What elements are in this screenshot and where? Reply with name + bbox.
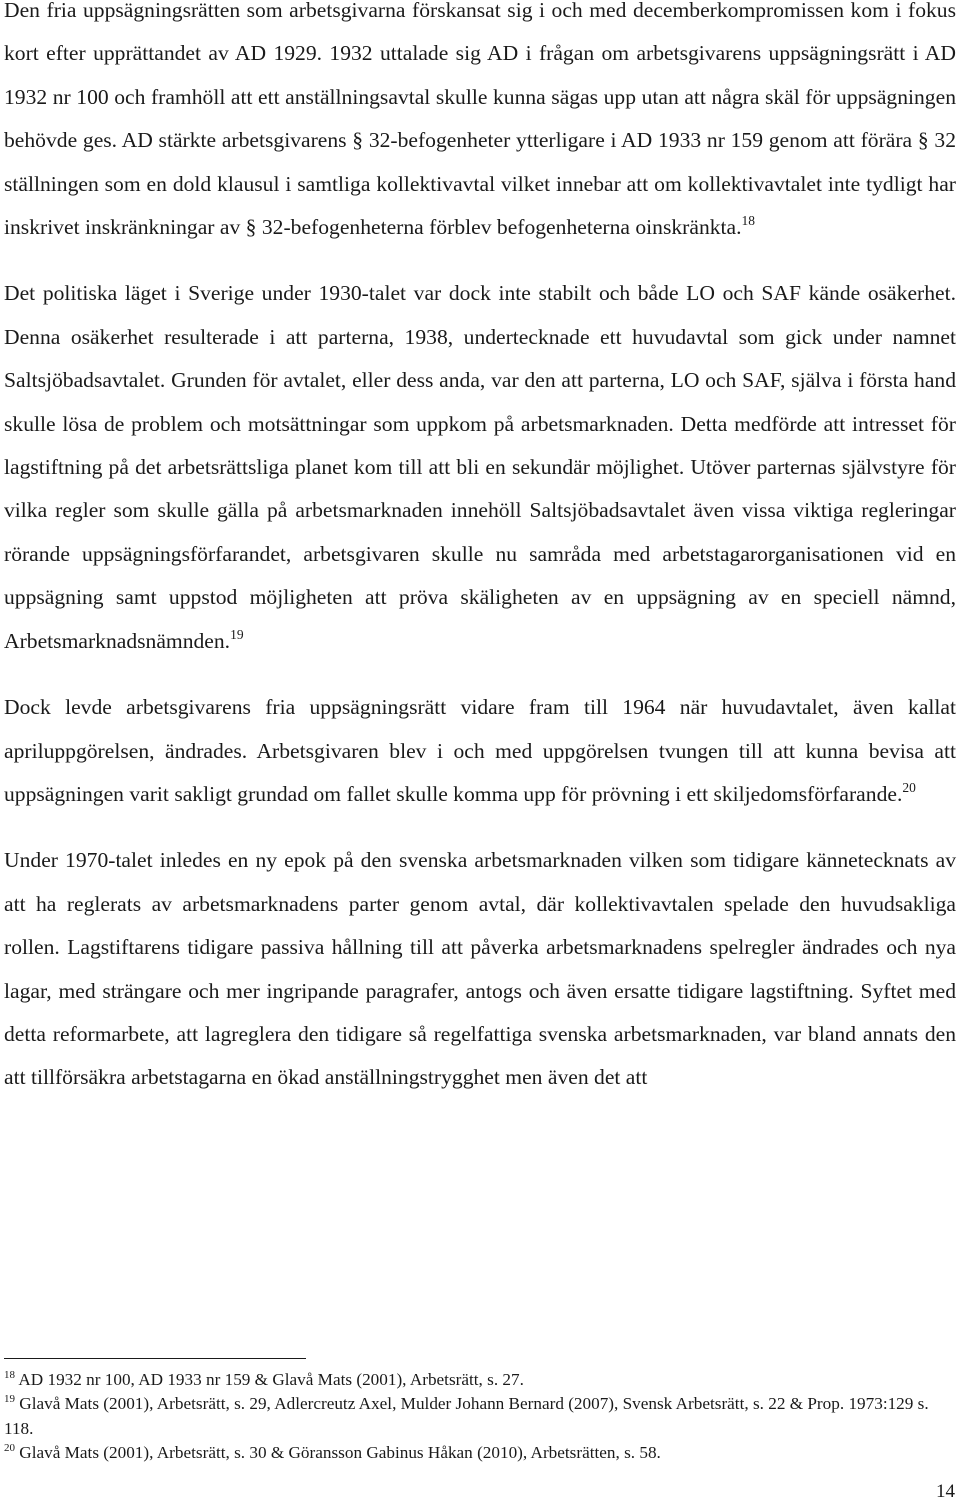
- paragraph: Den fria uppsägningsrätten som arbetsgivarna förskansat sig i och med decemberkompromissen kom i fokus kort efter upprättandet av AD 1929. 1932 uttalade sig AD i frågan om arbetsgivarens uppsägningsrätt i AD 1932 nr 100 och framhöll att ett anställningsavtal skulle kunna sägas upp utan att några skäl för uppsägningen behövde ges. AD stärkte arbetsgivarens § 32-befogenheter ytterligare i AD 1933 nr 159 genom att förära § 32 ställningen som en dold klausul i samtliga kollektivavtal vilket innebar att om kollektivavtalet inte tydligt har inskrivet inskränkningar av § 32-befogenheterna förblev befogenheterna oinskränkta.$^{18}$: [4, 0, 956, 240]
- document-body: [4, 0, 956, 1100]
- paragraph: Under 1970-talet inledes en ny epok på den svenska arbetsmarknaden vilken som tidigare kännetecknats av att ha reglerats av arbetsmarknadens parter genom avtal, där kollektivavtalen spelade den huvudsakliga rollen. Lagstiftarens tidigare passiva hållning till att påverka arbetsmarknadens spelregler ändrades och nya lagar, med strängare och mer ingripande paragrafer, antogs och även ersatte tidigare lagstiftning. Syftet med detta reformarbete, att lagreglera den tidigare så regelfattiga svenska arbetsmarknaden, var bland annats den att tillförsäkra arbetstagarna en ökad anställningstrygghet men även det att: [4, 848, 956, 1090]
- footnote: $^{18}$ AD 1932 nr 100, AD 1933 nr 159 & Glavå Mats (2001), Arbetsrätt, s. 27.: [4, 1369, 524, 1389]
- paragraph: Dock levde arbetsgivarens fria uppsägningsrätt vidare fram till 1964 när huvudavtalet, även kallat apriluppgörelsen, ändrades. Arbetsgivaren blev i och med uppgörelsen tvungen till att kunna bevisa att uppsägningen varit sakligt grundad om fallet skulle komma upp för prövning i ett skiljedomsförfarande.$^{20}$: [4, 695, 956, 806]
- paragraph: Det politiska läget i Sverige under 1930-talet var dock inte stabilt och både LO och SAF kände osäkerhet. Denna osäkerhet resulterade i att parterna, 1938, undertecknade ett huvudavtal som gick under namnet Saltsjöbadsavtalet. Grunden för avtalet, eller dess anda, var den att parterna, LO och SAF, själva i första hand skulle lösa de problem och motsättningar som uppkom på arbetsmarknaden. Detta medförde att intresset för lagstiftning på det arbetsrättsliga planet kom till att bli en sekundär möjlighet. Utöver parternas självstyre för vilka regler som skulle gälla på arbetsmarknaden innehöll Saltsjöbadsavtalet även vissa viktiga regleringar rörande uppsägningsförfarandet, arbetsgivaren skulle nu samråda med arbetstagarorganisationen vid en uppsägning samt uppstod möjligheten att pröva skäligheten av en uppsägning av en speciell nämnd, Arbetsmarknadsnämnden.$^{19}$: [4, 281, 956, 653]
- footnote-ref: 19: [230, 626, 244, 642]
- footnote: $^{19}$ Glavå Mats (2001), Arbetsrätt, s. 29, Adlercreutz Axel, Mulder Johann Bernard (2007), Svensk Arbetsrätt, s. 22 & Prop. 1973:129 s. 118.: [4, 1393, 929, 1438]
- footnote-ref: 20: [902, 779, 916, 795]
- page-number: 14: [936, 1481, 955, 1502]
- footnote: $^{20}$ Glavå Mats (2001), Arbetsrätt, s. 30 & Göransson Gabinus Håkan (2010), Arbetsrätten, s. 58.: [4, 1442, 661, 1463]
- footnote-ref: 18: [741, 213, 756, 229]
- footnotes: [4, 1368, 944, 1466]
- footnote-separator: [4, 1358, 306, 1359]
